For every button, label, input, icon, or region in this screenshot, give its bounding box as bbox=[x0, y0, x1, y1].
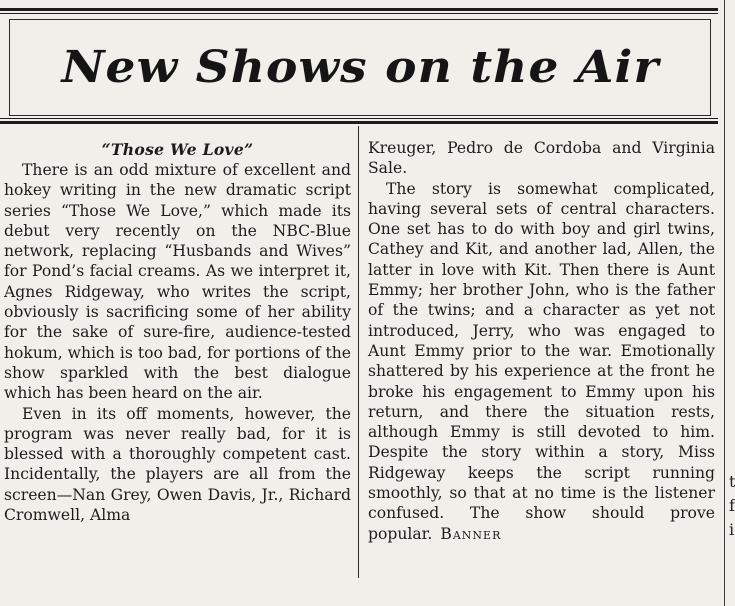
review-continuation: Kreuger, Pedro de Cordoba and Virginia Sale. bbox=[368, 139, 715, 178]
bottom-rule-thick bbox=[0, 121, 718, 124]
review-paragraph-1: There is an odd mixture of excellent and hokey writing in the new dramatic script series “Those We Love,” which made its debut very recently on the NBC-Blue network, replacing “Husbands and Wives” for Pond’s facial creams. As we interpret it, Agnes Ridgeway, who writes the script, obviously is sacrificing some of her ability for the sake of sure-fire, audience-tested hokum, which is too bad, for portions of the show sparkled with the best dialogue which has been heard on the air. bbox=[4, 161, 351, 403]
headline-box bbox=[9, 19, 711, 116]
right-column bbox=[368, 138, 715, 544]
top-rule-thin bbox=[0, 13, 718, 14]
review-paragraph-3-text: The story is somewhat complicated, having several sets of central characters. One set has to do with boy and girl twins, Cathey and Kit, and another lad, Allen, the latter in love with Kit. Then there is Aunt Emmy; her brother John, who is the father of the twins; and a character as yet not introduced, Jerry, who was engaged to Aunt Emmy prior to the war. Emotionally shattered by his experience at the front he broke his engagement to Emmy upon his return, and there the situation rests, although Emmy is still devoted to him. Despite the story within a story, Miss Ridgeway keeps the script running smoothly, so that at no time is the listener confused. The show should prove popular. bbox=[368, 179, 715, 543]
page-headline: New Shows on the Air bbox=[61, 41, 659, 93]
column-divider bbox=[358, 126, 359, 578]
adjacent-column-fragment: t f i bbox=[729, 472, 735, 539]
left-column bbox=[4, 140, 351, 525]
review-byline: Banner bbox=[440, 524, 502, 543]
review-paragraph-2: Even in its off moments, however, the program was never really bad, for it is blessed with a thoroughly competent cast. Incidentally, the players are all from the screen—Nan Grey, Owen Davis, Jr., Richard Cromwell, Alma bbox=[4, 404, 351, 525]
review-paragraph-3 bbox=[368, 179, 715, 544]
page-edge-rule bbox=[724, 0, 725, 606]
bottom-rule-thin bbox=[0, 118, 718, 119]
review-title: “Those We Love” bbox=[101, 140, 254, 159]
top-rule-thick bbox=[0, 8, 718, 11]
